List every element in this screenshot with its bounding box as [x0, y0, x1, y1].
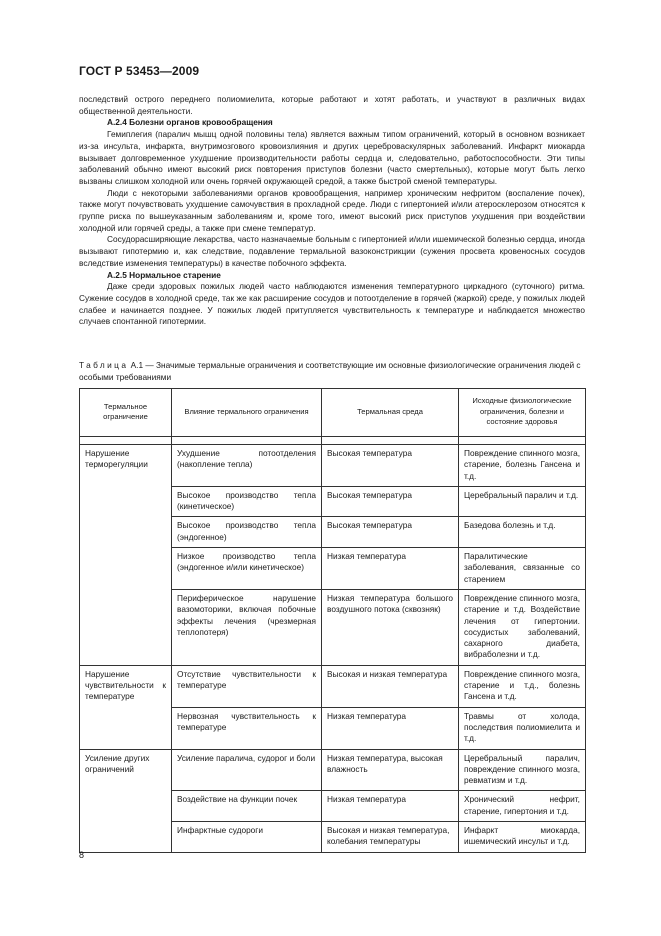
- condition-cell: Церебральный паралич и т.д.: [459, 486, 586, 517]
- table-row: [80, 665, 586, 707]
- effect-cell: Инфарктные судороги: [172, 822, 322, 853]
- body-text: [79, 94, 585, 328]
- condition-cell: Повреждение спинного мозга, старение, болезнь Гансена и т.д.: [459, 445, 586, 487]
- column-header: Термальная среда: [322, 389, 459, 437]
- effect-cell: Высокое производство тепла (кинетическое): [172, 486, 322, 517]
- environment-cell: Высокая температура: [322, 486, 459, 517]
- environment-cell: Высокая и низкая температура: [322, 665, 459, 707]
- effect-cell: Низкое производство тепла (эндогенное и/или кинетическое): [172, 548, 322, 590]
- table-caption: [79, 360, 585, 383]
- section-heading: А.2.5 Нормальное старение: [107, 269, 221, 280]
- page-number: 8: [79, 850, 85, 860]
- column-header: Влияние термального ограничения: [172, 389, 322, 437]
- table-spacer-row: [80, 437, 586, 445]
- environment-cell: Низкая температура: [322, 707, 459, 749]
- table-caption-label: Таблица: [79, 360, 129, 370]
- effect-cell: Ухудшение потоотделения (накопление тепла): [172, 445, 322, 487]
- effect-cell: Нервозная чувствительность к температуре: [172, 707, 322, 749]
- section-heading: А.2.4 Болезни органов кровообращения: [107, 117, 273, 128]
- environment-cell: Низкая температура: [322, 548, 459, 590]
- paragraph: Даже среди здоровых пожилых людей часто наблюдаются изменения температурного циркадного (суточного) ритма. Сужение сосудов в холодной среде, так же как расширение сосудов и потоотделение в горячей (жаркой) среде, у пожилых людей слабее и начинается позднее. У пожилых людей притупляется чувствительность к температуре и наблюдается множество случаев спонтанной гипотермии.: [79, 281, 585, 327]
- paragraph: Люди с некоторыми заболеваниями органов кровообращения, например хроническим нефритом (воспаление почек), также могут почувствовать ухудшение самочувствия в прохладной среде. Люди с гипертонией и/или атеросклерозом относятся к группе риска по вышеуказанным заболеваниям и, кроме того, имеют высокий риск приступов ухудшения при воздействии холодной или горячей среды, а также при смене температур.: [79, 187, 585, 233]
- condition-cell: Повреждение спинного мозга, старение и т.д. Воздействие лечения от гипертонии. сосудистых заболеваний, сахарного диабета, вибраболезни и т.д.: [459, 589, 586, 665]
- condition-cell: Хронический нефрит, старение, гипертония и т.д.: [459, 791, 586, 822]
- column-header: Исходные физиологические ограничения, болезни и состояние здоровья: [459, 389, 586, 437]
- effect-cell: Отсутствие чувствительности к температуре: [172, 665, 322, 707]
- condition-cell: Паралитические заболевания, связанные со старением: [459, 548, 586, 590]
- effect-cell: Усиление паралича, судорог и боли: [172, 749, 322, 791]
- environment-cell: Низкая температура: [322, 791, 459, 822]
- condition-cell: Травмы от холода, последствия полиомиелита и т.д.: [459, 707, 586, 749]
- environment-cell: Низкая температура, высокая влажность: [322, 749, 459, 791]
- paragraph: Сосудорасширяющие лекарства, часто назначаемые больным с гипертонией и/или ишемической болезнью сердца, иногда вызывают гипотермию и, как следствие, подавление термальной вазоконстрикции (сужения просвета кровеносных сосудов вследствие изменения температуры) в качестве побочного эффекта.: [79, 234, 585, 268]
- document-header: ГОСТ Р 53453—2009: [79, 64, 200, 78]
- limitations-table: [79, 388, 586, 853]
- condition-cell: Церебральный паралич, повреждение спинного мозга, ревматизм и т.д.: [459, 749, 586, 791]
- table-header-row: [80, 389, 586, 437]
- environment-cell: Высокая температура: [322, 517, 459, 548]
- environment-cell: Низкая температура большого воздушного потока (сквозняк): [322, 589, 459, 665]
- condition-cell: Инфаркт миокарда, ишемический инсульт и т.д.: [459, 822, 586, 853]
- column-header: Термальное ограничение: [80, 389, 172, 437]
- effect-cell: Воздействие на функции почек: [172, 791, 322, 822]
- effect-cell: Высокое производство тепла (эндогенное): [172, 517, 322, 548]
- limitation-cell: Нарушение терморегуляции: [80, 445, 172, 666]
- environment-cell: Высокая и низкая температура, колебания температуры: [322, 822, 459, 853]
- table-row: [80, 749, 586, 791]
- limitation-cell: Нарушение чувствительности к температуре: [80, 665, 172, 749]
- condition-cell: Базедова болезнь и т.д.: [459, 517, 586, 548]
- table-row: [80, 445, 586, 487]
- effect-cell: Периферическое нарушение вазомоторики, включая побочные эффекты лечения (чрезмерная теплопотеря): [172, 589, 322, 665]
- limitation-cell: Усиление других ограничений: [80, 749, 172, 852]
- environment-cell: Высокая температура: [322, 445, 459, 487]
- table-caption-text: А.1 — Значимые термальные ограничения и соответствующие им основные физиологические ограничения людей с особыми требованиями: [79, 360, 581, 382]
- condition-cell: Повреждение спинного мозга, старение и т.д., болезнь Гансена и т.д.: [459, 665, 586, 707]
- paragraph: Гемиплегия (паралич мышц одной половины тела) является важным типом ограничений, который в основном возникает из-за инсульта, инфаркта, внутримозгового кровоизлияния и других цереброваскулярных заболеваний. Инфаркт миокарда вызывает долговременное ухудшение производительности работы сердца и, следовательно, работоспособности. Эти типы заболеваний обычно имеют высокий риск повторения приступов болезни (часто смертельных), которые могут быть легко вызваны слишком холодной или очень горячей окружающей средой, а также быстрой сменой температуры.: [79, 129, 585, 186]
- paragraph: последствий острого переднего полиомиелита, которые работают и хотят работать, и участвуют в различных видах общественной деятельности.: [79, 94, 585, 116]
